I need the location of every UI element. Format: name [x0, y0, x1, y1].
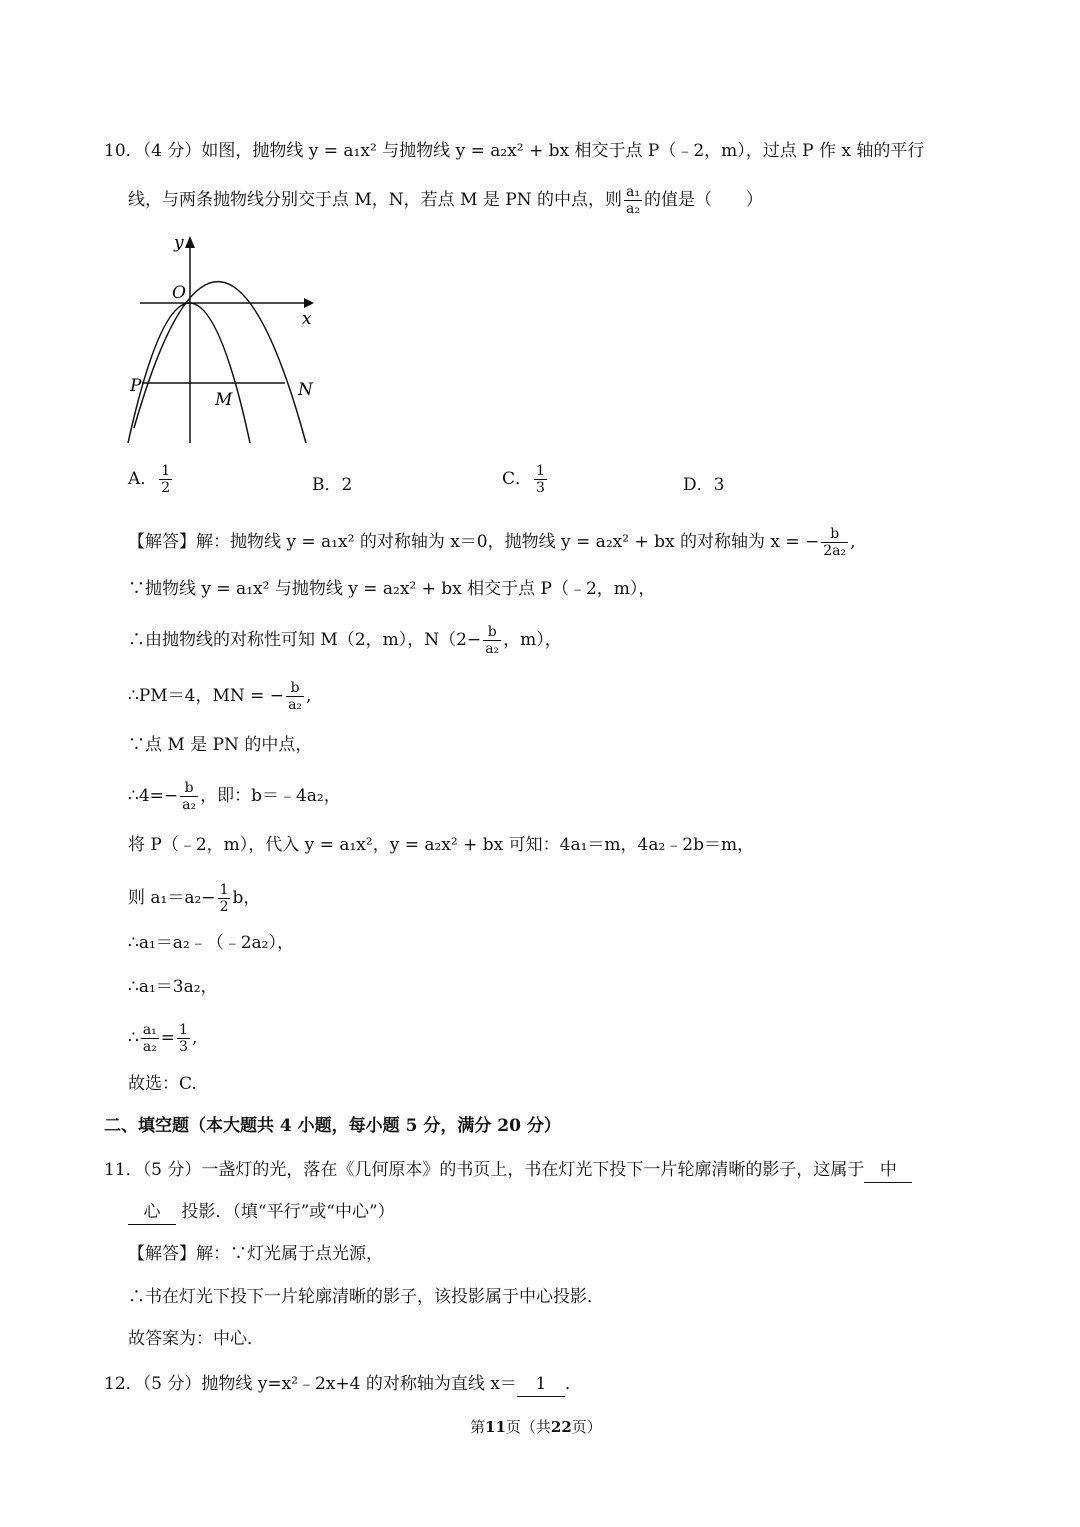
q11-answer-part2: 心 [128, 1200, 176, 1225]
q10-line2 [128, 184, 763, 217]
sol10-l11-num2: 1 [179, 1022, 188, 1038]
sol10-l11-den1: a₂ [142, 1039, 157, 1055]
section-2-heading: 二、填空题（本大题共 4 小题，每小题 5 分，满分 20 分） [104, 1116, 561, 1136]
sol10-l8-num: 1 [219, 882, 229, 898]
sol10-line3 [128, 624, 562, 657]
sol10-l8-frac [218, 882, 231, 915]
option-c-fraction [534, 463, 547, 496]
q12-answer: 1 [517, 1372, 565, 1397]
sol10-l6-post: ，即：b＝﹣4a₂， [200, 786, 341, 806]
sol10-l3-den: a₂ [485, 641, 500, 657]
sol10-l8-pre: 则 a₁＝a₂− [128, 888, 216, 908]
sol10-l11-frac2 [177, 1022, 190, 1055]
option-c-num: 1 [536, 463, 545, 479]
label-m: M [215, 390, 233, 410]
option-c-den: 3 [536, 480, 545, 496]
sol10-l6-pre: ∴4=− [128, 786, 179, 806]
label-y: y [174, 233, 184, 253]
option-b: B．2 [312, 475, 353, 495]
sol10-l11-post: , [191, 1028, 198, 1048]
sol10-l11-frac1 [141, 1022, 159, 1055]
sol10-l4-post: , [306, 686, 312, 706]
q10-fraction [624, 184, 642, 217]
sol10-l8-post: b， [232, 888, 261, 908]
sol10-line11 [128, 1022, 197, 1055]
sol10-line2: ∵抛物线 y = a₁x² 与抛物线 y = a₂x² + bx 相交于点 P（﹣2，m）， [128, 579, 656, 599]
q11-answer-part1: 中 [864, 1158, 912, 1183]
q10-line2-pre: 线，与两条抛物线分别交于点 M，N，若点 M 是 PN 的中点，则 [128, 190, 623, 210]
x-axis-arrow [304, 298, 314, 308]
sol10-l1-den: 2a₂ [823, 543, 847, 559]
sol10-l11-mid: = [160, 1028, 176, 1048]
sol10-l1-pre: 【解答】解：抛物线 y = a₁x² 的对称轴为 x＝0，抛物线 y = a₂x² + bx 的对称轴为 x = − [128, 532, 820, 552]
q11-sol3: 故答案为：中心． [128, 1329, 264, 1349]
sol10-line7: 将 P（﹣2，m），代入 y = a₁x²，y = a₂x² + bx 可知：4a₁＝m，4a₂﹣2b＝m， [128, 835, 755, 855]
sol10-l4-pre: ∴PM＝4，MN = − [128, 686, 285, 706]
q11-line2-post: 投影．（填“平行”或“中心”） [181, 1202, 395, 1222]
q12-pre: 12．（5 分）抛物线 y=x²﹣2x+4 的对称轴为直线 x＝ [104, 1374, 517, 1394]
q12-line [104, 1372, 582, 1397]
sol10-l6-den: a₂ [182, 797, 197, 813]
q12-post: ． [564, 1374, 582, 1394]
q11-sol2: ∴书在灯光下投下一片轮廓清晰的影子，该投影属于中心投影． [128, 1287, 604, 1307]
label-n: N [298, 380, 313, 400]
page-footer [470, 1415, 602, 1439]
label-p: P [130, 376, 142, 396]
sol10-l1-num: b [821, 526, 848, 543]
sol10-line9: ∴a₁＝a₂﹣（﹣2a₂）， [128, 933, 294, 953]
sol10-l1-frac [821, 526, 848, 559]
option-a-num: 1 [161, 463, 171, 479]
sol10-line4 [128, 680, 311, 713]
sol10-l3-frac [483, 624, 501, 657]
option-a-den: 2 [161, 480, 171, 496]
q11-line1-pre: 11．（5 分）一盏灯的光，落在《几何原本》的书页上，书在灯光下投下一片轮廓清晰的影子，这属于 [104, 1160, 865, 1180]
option-a-fraction [159, 463, 172, 496]
sol10-line8 [128, 882, 260, 915]
sol10-line10: ∴a₁＝3a₂， [128, 977, 218, 997]
label-x: x [302, 309, 312, 329]
label-o: O [172, 283, 186, 303]
q10-frac-den: a₂ [626, 201, 640, 217]
footer-current-page: 11 [485, 1418, 506, 1436]
sol10-l6-frac [180, 780, 198, 813]
y-axis-arrow [185, 236, 195, 248]
sol10-line5: ∵点 M 是 PN 的中点， [128, 735, 313, 755]
parabola-2 [134, 282, 306, 443]
sol10-l3-num: b [483, 624, 501, 641]
footer-post: 页） [571, 1418, 602, 1436]
sol10-l4-den: a₂ [288, 697, 303, 713]
sol10-l3-post: ，m）， [503, 630, 562, 650]
parabola-1 [128, 303, 250, 443]
sol10-l4-frac [286, 680, 304, 713]
footer-mid: 页（共 [505, 1418, 551, 1436]
option-a [128, 463, 174, 496]
q11-sol1: 【解答】解：∵灯光属于点光源， [128, 1244, 383, 1264]
q11-line2 [128, 1200, 395, 1225]
sol10-line6 [128, 780, 341, 813]
sol10-l11-num1: a₁ [142, 1022, 157, 1038]
footer-pre: 第 [470, 1418, 486, 1436]
option-d: D．3 [683, 475, 725, 495]
sol10-l8-den: 2 [219, 899, 229, 915]
sol10-line1 [128, 526, 856, 559]
sol10-l4-num: b [286, 680, 304, 697]
q11-line1 [104, 1158, 912, 1183]
sol10-l11-den2: 3 [179, 1039, 188, 1055]
footer-total-pages: 22 [550, 1418, 572, 1436]
sol10-l6-num: b [180, 780, 198, 797]
q10-frac-num: a₁ [626, 184, 640, 200]
option-c [502, 463, 549, 496]
q10-line2-post: 的值是（ ） [644, 190, 763, 210]
sol10-l1-post: , [850, 532, 856, 552]
option-a-label: A． [128, 469, 158, 489]
sol10-l11-pre: ∴ [128, 1028, 139, 1048]
parabola-graph [120, 228, 330, 448]
q10-line1: 10．（4 分）如图，抛物线 y = a₁x² 与抛物线 y = a₂x² + bx 相交于点 P（﹣2，m），过点 P 作 x 轴的平行 [104, 141, 925, 161]
sol10-line12: 故选：C. [128, 1074, 197, 1094]
option-c-label: C． [502, 469, 533, 489]
sol10-l3-pre: ∴由抛物线的对称性可知 M（2，m），N（2− [128, 630, 482, 650]
